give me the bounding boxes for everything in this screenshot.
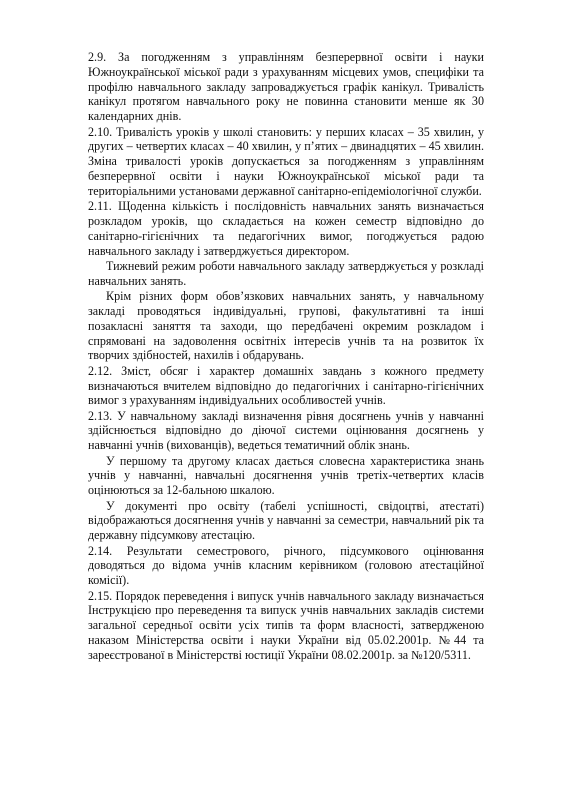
paragraph-weekly-schedule: Тижневий режим роботи навчального закладу затверджується у розкладі навчальних занять.	[88, 258, 484, 288]
paragraph-2-11: 2.11. Щоденна кількість і послідовність навчальних занять визначається розкладом уроків, що складається на кожен семестр відповідно до санітарно-гігієнічних та педагогічних вимог, погоджується радою навчального закладу і затверджується директором.	[88, 199, 484, 258]
paragraph-2-14: 2.14. Результати семестрового, річного, підсумкового оцінювання доводяться до відома учнів класним керівником (головою атестаційної комісії).	[88, 543, 484, 588]
paragraph-extra-activities: Крім різних форм обов’язкових навчальних занять, у навчальному закладі проводяться індивідуальні, групові, факультативні та інші позакласні заняття та заходи, що передбачені окремим розкладом і спрямовані на задоволення освітніх інтересів учнів та на розвиток їх творчих здібностей, нахилів і обдарувань.	[88, 289, 484, 363]
paragraph-grading: У першому та другому класах дається словесна характеристика знань учнів у навчанні, навчальні досягнення учнів третіх-четвертих класів оцінюються за 12-бальною шкалою.	[88, 453, 484, 498]
paragraph-2-15: 2.15. Порядок переведення і випуск учнів навчального закладу визначається Інструкцією про переведення та випуск учнів навчальних закладів системи загальної середньої освіти усіх типів та форм власності, затвердженою наказом Міністерства освіти і науки України від 05.02.2001р. №44 та зареєстрованої в Міністерстві юстиції України 08.02.2001р. за №120/5311.	[88, 588, 484, 662]
paragraph-2-10: 2.10. Тривалість уроків у школі становить: у перших класах – 35 хвилин, у других – четвертих класах – 40 хвилин, у п’ятих – двинадцятих – 45 хвилин. Зміна тривалості уроків допускається за погодженням з управлінням безперервної освіти і науки Южноукраїнської міської ради та територіальними установами державної санітарно-епідеміологічної служби.	[88, 124, 484, 198]
paragraph-2-13: 2.13. У навчальному закладі визначення рівня досягнень учнів у навчанні здійснюється відповідно до діючої системи оцінювання досягнень у навчанні учнів (вихованців), ведеться тематичний облік знань.	[88, 408, 484, 453]
paragraph-2-12: 2.12. Зміст, обсяг і характер домашніх завдань з кожного предмету визначаються вчителем відповідно до педагогічних і санітарно-гігієнічних вимог з урахуванням індивідуальних особливостей учнів.	[88, 363, 484, 408]
paragraph-education-documents: У документі про освіту (табелі успішності, свідоцтві, атестаті) відображаються досягнення учнів у навчанні за семестри, навчальний рік та державну підсумкову атестацію.	[88, 498, 484, 543]
paragraph-2-9: 2.9. За погодженням з управлінням безперервної освіти і науки Южноукраїнської міської ради з урахуванням місцевих умов, специфіки та профілю навчального закладу запроваджується графік канікул. Тривалість канікул протягом навчального року не повинна становити менше як 30 календарних днів.	[88, 50, 484, 124]
document-page	[88, 50, 484, 663]
